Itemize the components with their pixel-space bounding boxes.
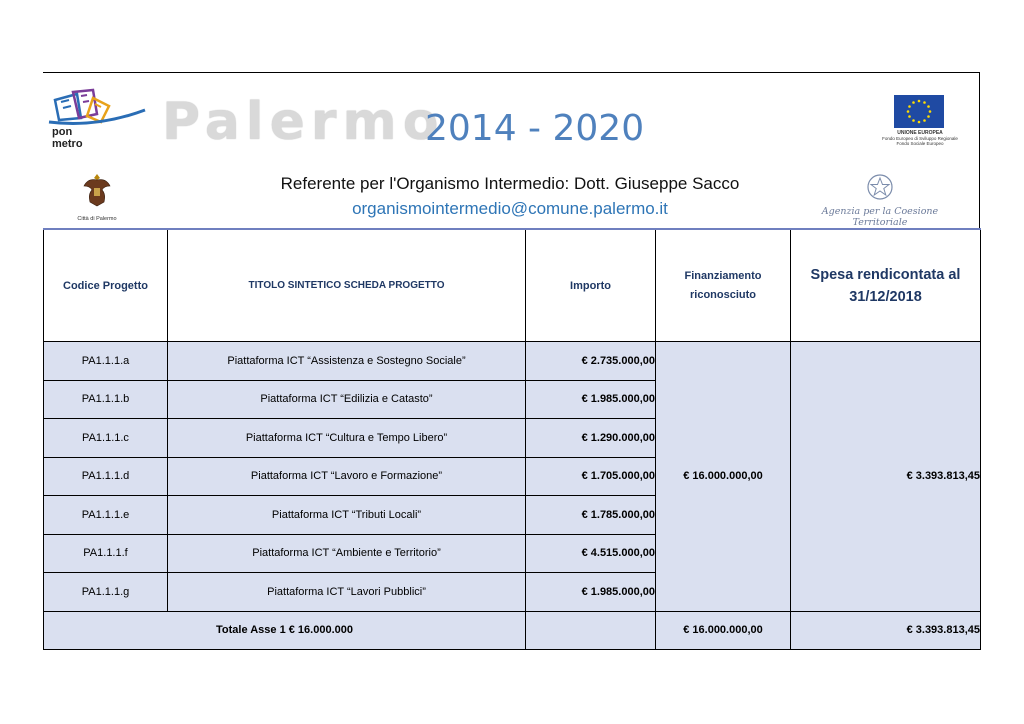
total-spesa: € 3.393.813,45	[791, 611, 981, 649]
total-importo	[526, 611, 656, 649]
cell-importo: € 1.785.000,00	[526, 496, 656, 535]
referente-line: Referente per l'Organismo Intermedio: Dott. Giuseppe Sacco	[280, 174, 740, 193]
city-of-palermo-logo	[74, 172, 120, 222]
eu-caption	[880, 130, 960, 146]
table-header-row	[44, 229, 981, 342]
header-importo: Importo	[526, 229, 656, 342]
pon-metro-logo	[47, 88, 147, 152]
cell-codice: PA1.1.1.f	[44, 534, 168, 573]
cell-codice: PA1.1.1.d	[44, 457, 168, 496]
eu-label: UNIONE EUROPEA	[897, 130, 943, 136]
cell-importo: € 2.735.000,00	[526, 342, 656, 381]
cell-codice: PA1.1.1.g	[44, 573, 168, 612]
eu-sub1: Fondo Europeo di Sviluppo Regionale	[882, 136, 958, 141]
cell-codice: PA1.1.1.b	[44, 380, 168, 419]
eu-logo	[880, 93, 960, 149]
total-label: Totale Asse 1 € 16.000.000	[44, 611, 526, 649]
cell-titolo: Piattaforma ICT “Lavoro e Formazione”	[168, 457, 526, 496]
header-spesa	[791, 229, 981, 342]
table-row	[44, 342, 981, 381]
cell-titolo: Piattaforma ICT “Tributi Locali”	[168, 496, 526, 535]
eu-sub2: Fondo Sociale Europeo	[896, 141, 944, 146]
program-years: 2014 - 2020	[425, 108, 645, 149]
cell-codice: PA1.1.1.a	[44, 342, 168, 381]
logo-text-metro: metro	[52, 138, 83, 150]
cell-importo: € 1.985.000,00	[526, 380, 656, 419]
cell-codice: PA1.1.1.c	[44, 419, 168, 458]
pon-metro-logo-icon	[47, 88, 147, 128]
eagle-crest-icon	[82, 172, 112, 208]
header-titolo: TITOLO SINTETICO SCHEDA PROGETTO	[168, 229, 526, 342]
header-finanziamento-text: Finanziamento riconosciuto	[684, 269, 762, 301]
cell-importo: € 4.515.000,00	[526, 534, 656, 573]
palermo-wordmark: Palermo	[162, 92, 445, 152]
cell-importo: € 1.705.000,00	[526, 457, 656, 496]
italian-emblem-icon	[865, 172, 895, 202]
contact-email-link[interactable]: organismointermedio@comune.palermo.it	[352, 199, 668, 218]
agency-label: Agenzia per la Coesione Territoriale	[821, 206, 939, 228]
cell-titolo: Piattaforma ICT “Assistenza e Sostegno Sociale”	[168, 342, 526, 381]
projects-table	[43, 228, 981, 650]
header-codice: Codice Progetto	[44, 229, 168, 342]
logo-text-pon: pon	[52, 126, 73, 138]
cell-importo: € 1.290.000,00	[526, 419, 656, 458]
cell-titolo: Piattaforma ICT “Cultura e Tempo Libero”	[168, 419, 526, 458]
cell-finanziamento-merged: € 16.000.000,00	[656, 342, 791, 612]
cell-importo: € 1.985.000,00	[526, 573, 656, 612]
header-spesa-text: Spesa rendicontata al 31/12/2018	[810, 266, 961, 305]
eu-flag-icon	[894, 95, 944, 128]
cell-codice: PA1.1.1.e	[44, 496, 168, 535]
header-finanziamento	[656, 229, 791, 342]
city-label: Città di Palermo	[77, 216, 117, 222]
cell-titolo: Piattaforma ICT “Ambiente e Territorio”	[168, 534, 526, 573]
cell-spesa-merged: € 3.393.813,45	[791, 342, 981, 612]
total-finanziamento: € 16.000.000,00	[656, 611, 791, 649]
table-total-row	[44, 611, 981, 649]
cell-titolo: Piattaforma ICT “Edilizia e Catasto”	[168, 380, 526, 419]
cell-titolo: Piattaforma ICT “Lavori Pubblici”	[168, 573, 526, 612]
